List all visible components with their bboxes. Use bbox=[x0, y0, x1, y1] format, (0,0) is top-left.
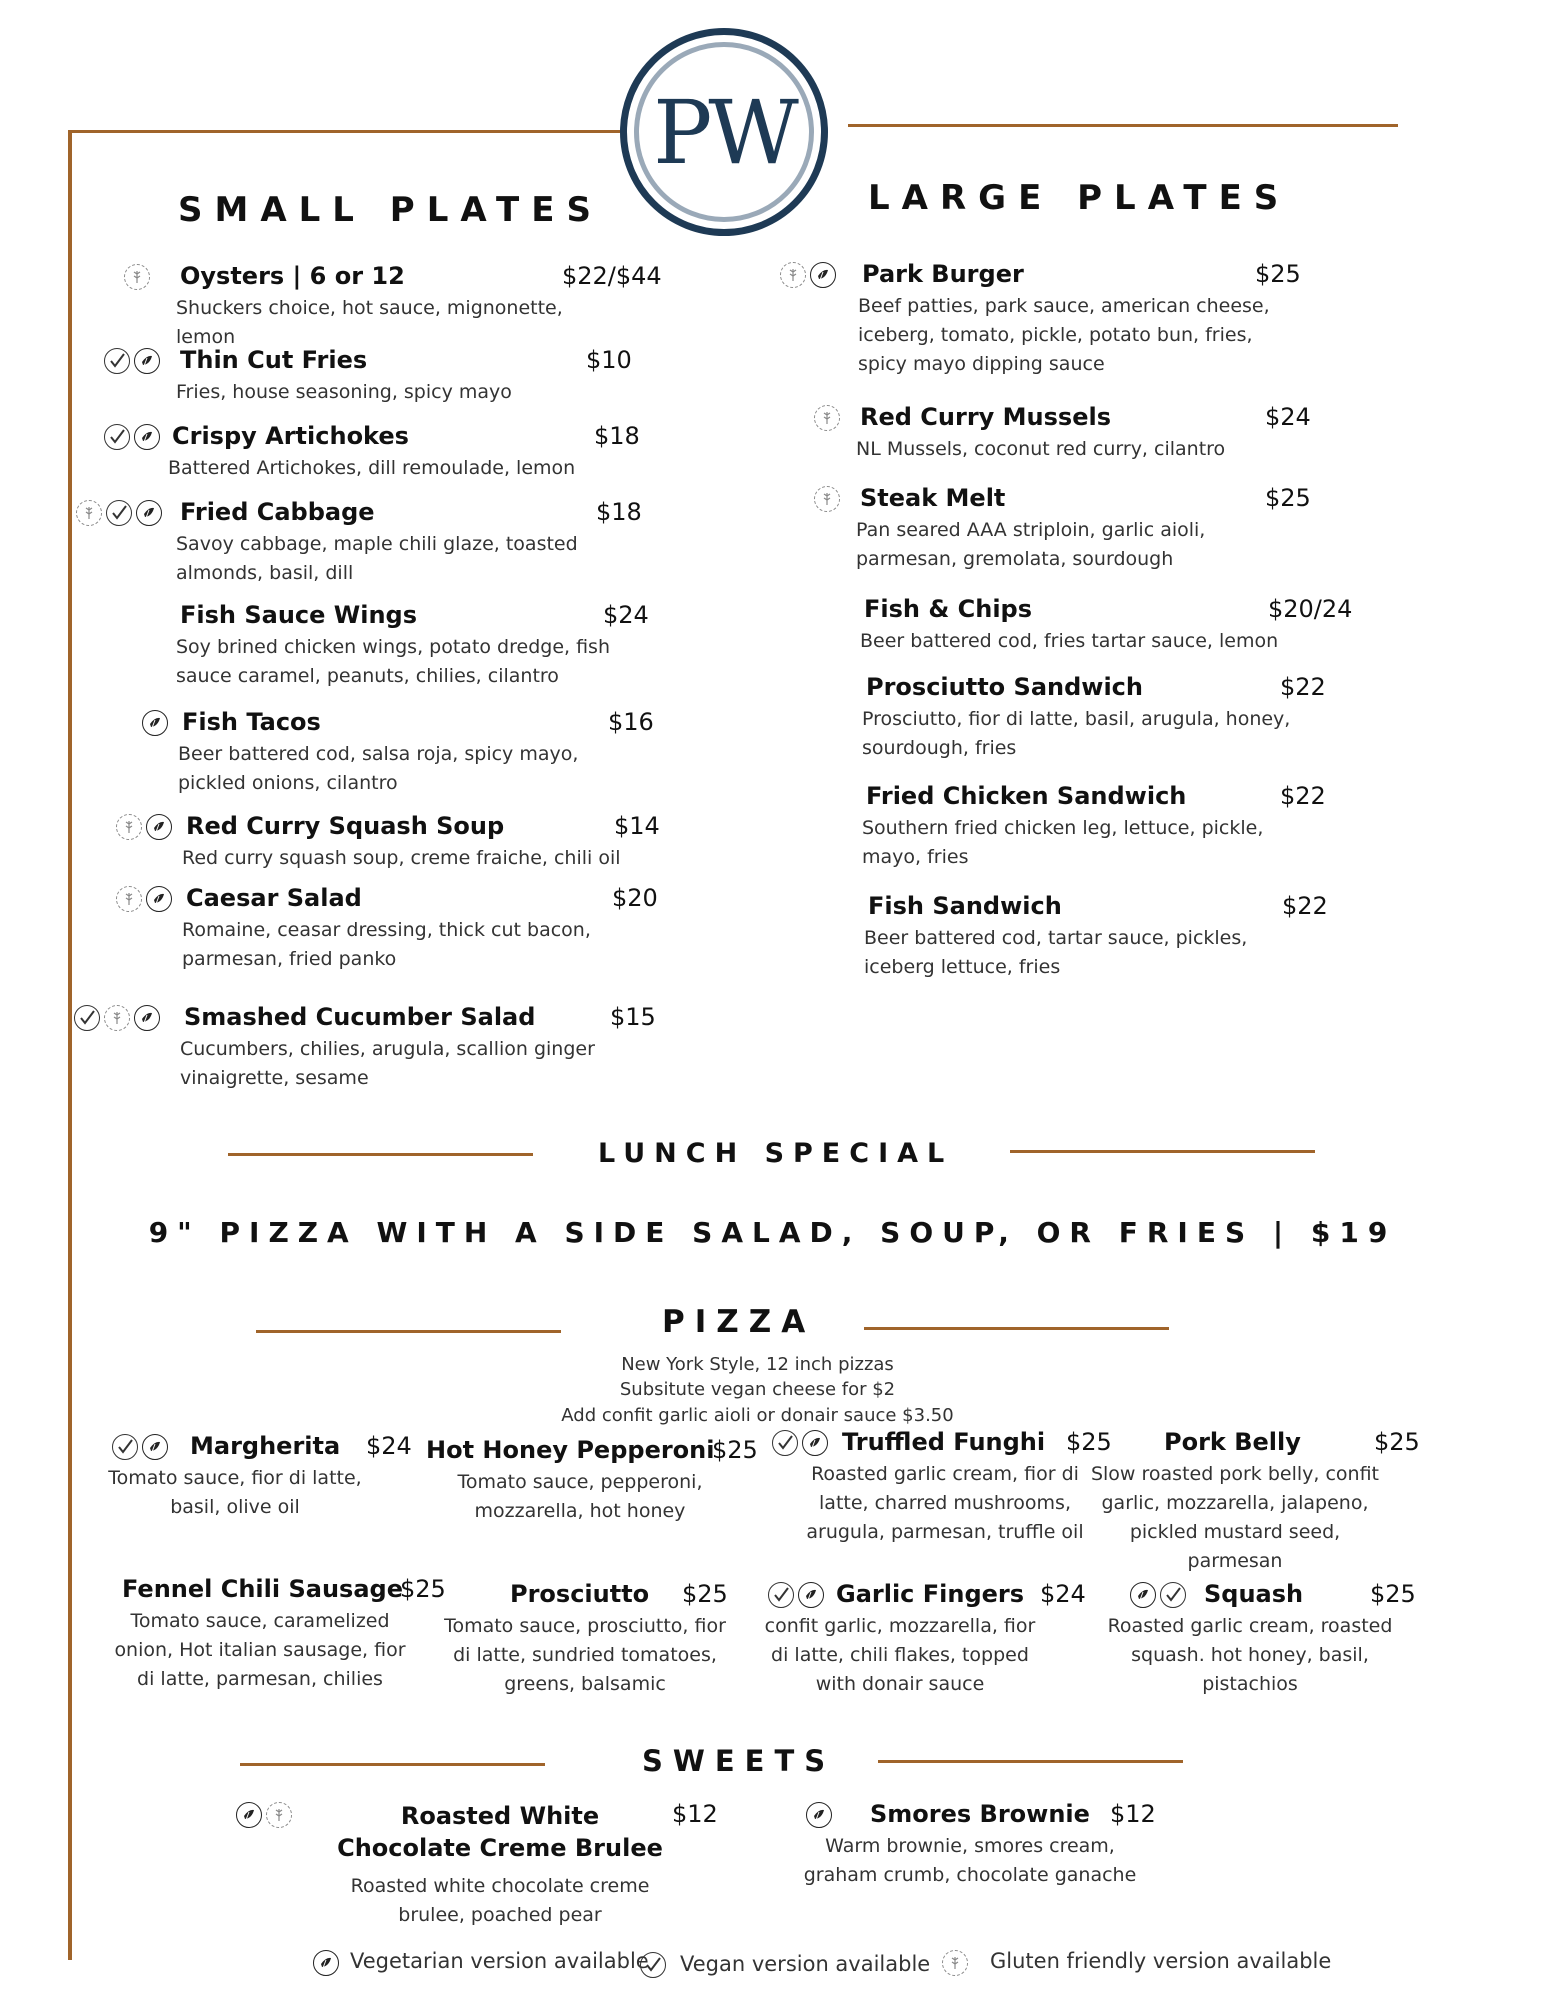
menu-item-name: Steak Melt bbox=[860, 484, 1006, 512]
diet-icons bbox=[74, 1005, 160, 1031]
menu-item-description: Pan seared AAA striploin, garlic aioli, parmesan, gremolata, sourdough bbox=[856, 519, 1206, 570]
menu-item-description: Red curry squash soup, creme fraiche, chili oil bbox=[182, 847, 621, 869]
diet-icons bbox=[142, 710, 168, 736]
vegetarian-icon bbox=[134, 348, 160, 374]
menu-item-description: Savoy cabbage, maple chili glaze, toasted almonds, basil, dill bbox=[176, 533, 578, 584]
gluten-friendly-icon bbox=[116, 886, 142, 912]
legend-veg-label: Vegetarian version available bbox=[350, 1949, 649, 1973]
diet-icons bbox=[116, 886, 172, 912]
pizza-title: PIZZA bbox=[662, 1304, 816, 1340]
lunch-rule-right bbox=[1010, 1150, 1315, 1153]
pizza-rule-right bbox=[864, 1327, 1169, 1330]
vegan-icon bbox=[768, 1582, 794, 1608]
menu-item-description: Beer battered cod, salsa roja, spicy mayo, pickled onions, cilantro bbox=[178, 743, 579, 794]
menu-item-name: Prosciutto Sandwich bbox=[866, 673, 1143, 701]
vegetarian-icon bbox=[142, 1434, 168, 1460]
menu-item-description: Tomato sauce, fior di latte, basil, olive oil bbox=[108, 1467, 362, 1518]
diet-icons bbox=[780, 262, 836, 288]
diet-icons bbox=[814, 405, 840, 431]
logo-text: PW bbox=[653, 80, 795, 184]
menu-item-price: $25 bbox=[1066, 1428, 1112, 1456]
legend-vegan-icon-wrap bbox=[640, 1952, 666, 1978]
diet-icons bbox=[76, 500, 162, 526]
left-border-rule bbox=[68, 130, 72, 1960]
menu-item-name: Caesar Salad bbox=[186, 884, 362, 912]
menu-item-price: $24 bbox=[366, 1432, 412, 1460]
large-plates-title: LARGE PLATES bbox=[868, 178, 1291, 218]
menu-item-price: $20 bbox=[612, 884, 658, 912]
legend-veg-icon-wrap bbox=[313, 1950, 339, 1976]
menu-item-name: Crispy Artichokes bbox=[172, 422, 409, 450]
menu-item-price: $25 bbox=[1265, 484, 1311, 512]
legend-gf-icon-wrap bbox=[942, 1950, 968, 1976]
gluten-friendly-icon bbox=[942, 1950, 968, 1976]
menu-item-name: Truffled Funghi bbox=[842, 1428, 1046, 1456]
top-left-rule bbox=[68, 130, 620, 133]
diet-icons bbox=[236, 1802, 292, 1828]
vegetarian-icon bbox=[136, 500, 162, 526]
vegetarian-icon bbox=[806, 1802, 832, 1828]
gluten-friendly-icon bbox=[76, 500, 102, 526]
menu-item-price: $12 bbox=[1110, 1800, 1156, 1828]
legend-gf-label: Gluten friendly version available bbox=[990, 1949, 1332, 1973]
pizza-note-2: Subsitute vegan cheese for $2 bbox=[619, 1379, 896, 1400]
menu-item-name: Margherita bbox=[190, 1432, 341, 1460]
menu-item-price: $10 bbox=[586, 346, 632, 374]
menu-item-description: Warm brownie, smores cream, graham crumb, chocolate ganache bbox=[803, 1835, 1137, 1886]
menu-item-name: Pork Belly bbox=[1164, 1428, 1301, 1456]
gluten-friendly-icon bbox=[124, 264, 150, 290]
diet-icons bbox=[112, 1434, 168, 1460]
vegan-icon bbox=[104, 348, 130, 374]
menu-item-description: Tomato sauce, prosciutto, fior di latte, sundried tomatoes, greens, balsamic bbox=[444, 1615, 726, 1695]
gluten-friendly-icon bbox=[266, 1802, 292, 1828]
menu-item-name: Red Curry Squash Soup bbox=[186, 812, 505, 840]
gluten-friendly-icon bbox=[116, 814, 142, 840]
menu-item-price: $25 bbox=[1255, 260, 1301, 288]
menu-item-name: Thin Cut Fries bbox=[180, 346, 368, 374]
menu-item-name: Squash bbox=[1204, 1580, 1304, 1608]
menu-item-name: Fish & Chips bbox=[864, 595, 1033, 623]
menu-item-description: Tomato sauce, caramelized onion, Hot italian sausage, fior di latte, parmesan, chilies bbox=[114, 1610, 406, 1690]
gluten-friendly-icon bbox=[780, 262, 806, 288]
menu-item-price: $12 bbox=[672, 1800, 718, 1828]
diet-icons bbox=[104, 424, 160, 450]
menu-item-name: Garlic Fingers bbox=[836, 1580, 1025, 1608]
vegetarian-icon bbox=[810, 262, 836, 288]
vegan-icon bbox=[1160, 1582, 1186, 1608]
menu-item-name: Park Burger bbox=[862, 260, 1024, 288]
menu-item-description: Beer battered cod, tartar sauce, pickles, iceberg lettuce, fries bbox=[864, 927, 1248, 978]
menu-item-description: Fries, house seasoning, spicy mayo bbox=[176, 381, 512, 403]
menu-item-name: Red Curry Mussels bbox=[860, 403, 1111, 431]
menu-item-description: Romaine, ceasar dressing, thick cut bacon, parmesan, fried panko bbox=[182, 919, 591, 970]
gluten-friendly-icon bbox=[814, 405, 840, 431]
vegan-icon bbox=[112, 1434, 138, 1460]
menu-item-price: $22 bbox=[1280, 673, 1326, 701]
vegan-icon bbox=[640, 1952, 666, 1978]
sweets-title: SWEETS bbox=[642, 1744, 836, 1778]
menu-item-name: Roasted White Chocolate Creme Brulee bbox=[337, 1802, 663, 1862]
lunch-special-title: LUNCH SPECIAL bbox=[598, 1138, 954, 1169]
diet-icons bbox=[814, 486, 840, 512]
menu-item-price: $22 bbox=[1282, 892, 1328, 920]
menu-item-description: Tomato sauce, pepperoni, mozzarella, hot honey bbox=[457, 1471, 703, 1522]
pizza-note-1: New York Style, 12 inch pizzas bbox=[621, 1354, 894, 1375]
menu-item-price: $22/$44 bbox=[562, 262, 662, 290]
menu-item-price: $15 bbox=[610, 1003, 656, 1031]
menu-item-price: $24 bbox=[1040, 1580, 1086, 1608]
diet-icons bbox=[806, 1802, 832, 1828]
menu-item-description: Beef patties, park sauce, american cheese, iceberg, tomato, pickle, potato bun, fries, spicy mayo dipping sauce bbox=[858, 295, 1270, 375]
pizza-rule-left bbox=[256, 1330, 561, 1333]
lunch-special-text: 9" PIZZA WITH A SIDE SALAD, SOUP, OR FRIES | $19 bbox=[148, 1216, 1397, 1249]
menu-item-price: $18 bbox=[596, 498, 642, 526]
menu-item-price: $20/24 bbox=[1268, 595, 1353, 623]
vegan-icon bbox=[772, 1430, 798, 1456]
diet-icons bbox=[104, 348, 160, 374]
diet-icons bbox=[1130, 1582, 1186, 1608]
menu-item-description: confit garlic, mozzarella, fior di latte, chili flakes, topped with donair sauce bbox=[764, 1615, 1036, 1695]
menu-item-price: $25 bbox=[712, 1436, 758, 1464]
vegan-icon bbox=[106, 500, 132, 526]
diet-icons bbox=[124, 264, 150, 290]
logo bbox=[634, 42, 814, 222]
sweets-rule-right bbox=[878, 1760, 1183, 1763]
vegan-icon bbox=[74, 1005, 100, 1031]
vegetarian-icon bbox=[313, 1950, 339, 1976]
menu-item-name: Fish Sauce Wings bbox=[180, 601, 418, 629]
menu-item-name: Prosciutto bbox=[510, 1580, 650, 1608]
menu-item-name: Smores Brownie bbox=[870, 1800, 1090, 1828]
lunch-rule-left bbox=[228, 1153, 533, 1156]
menu-item-price: $18 bbox=[594, 422, 640, 450]
menu-item-name: Hot Honey Pepperoni bbox=[426, 1436, 715, 1464]
menu-item-description: Roasted garlic cream, roasted squash. hot honey, basil, pistachios bbox=[1107, 1615, 1393, 1695]
menu-item-price: $25 bbox=[400, 1575, 446, 1603]
vegetarian-icon bbox=[236, 1802, 262, 1828]
vegetarian-icon bbox=[146, 814, 172, 840]
menu-item-name: Fennel Chili Sausage bbox=[122, 1575, 403, 1603]
diet-icons bbox=[116, 814, 172, 840]
small-plates-title: SMALL PLATES bbox=[178, 190, 603, 230]
menu-item-price: $25 bbox=[1374, 1428, 1420, 1456]
menu-item-name: Fried Cabbage bbox=[180, 498, 375, 526]
menu-item-description: Shuckers choice, hot sauce, mignonette, lemon bbox=[176, 297, 563, 348]
menu-item-name: Fried Chicken Sandwich bbox=[866, 782, 1187, 810]
vegetarian-icon bbox=[146, 886, 172, 912]
vegetarian-icon bbox=[798, 1582, 824, 1608]
menu-item-description: Battered Artichokes, dill remoulade, lemon bbox=[168, 457, 576, 479]
menu-item-description: Beer battered cod, fries tartar sauce, lemon bbox=[860, 630, 1279, 652]
top-right-rule bbox=[848, 124, 1398, 127]
menu-item-description: NL Mussels, coconut red curry, cilantro bbox=[856, 438, 1226, 460]
vegetarian-icon bbox=[1130, 1582, 1156, 1608]
menu-item-price: $14 bbox=[614, 812, 660, 840]
gluten-friendly-icon bbox=[104, 1005, 130, 1031]
vegetarian-icon bbox=[134, 1005, 160, 1031]
menu-item-description: Soy brined chicken wings, potato dredge, fish sauce caramel, peanuts, chilies, cilantro bbox=[176, 636, 610, 687]
vegetarian-icon bbox=[134, 424, 160, 450]
vegan-icon bbox=[104, 424, 130, 450]
legend-vegan-label: Vegan version available bbox=[680, 1952, 931, 1976]
menu-item-price: $24 bbox=[1265, 403, 1311, 431]
diet-icons bbox=[772, 1430, 828, 1456]
menu-item-description: Prosciutto, fior di latte, basil, arugula, honey, sourdough, fries bbox=[862, 708, 1291, 759]
menu-item-name: Oysters | 6 or 12 bbox=[180, 262, 405, 290]
diet-icons bbox=[768, 1582, 824, 1608]
vegetarian-icon bbox=[802, 1430, 828, 1456]
menu-item-name: Fish Sandwich bbox=[868, 892, 1062, 920]
vegetarian-icon bbox=[142, 710, 168, 736]
menu-item-description: Roasted garlic cream, fior di latte, charred mushrooms, arugula, parmesan, truffle oil bbox=[806, 1463, 1084, 1543]
menu-item-name: Smashed Cucumber Salad bbox=[184, 1003, 536, 1031]
menu-item-description: Cucumbers, chilies, arugula, scallion ginger vinaigrette, sesame bbox=[180, 1038, 595, 1089]
menu-item-price: $25 bbox=[1370, 1580, 1416, 1608]
menu-item-name: Fish Tacos bbox=[182, 708, 321, 736]
menu-item-description: Southern fried chicken leg, lettuce, pickle, mayo, fries bbox=[862, 817, 1264, 868]
sweets-rule-left bbox=[240, 1763, 545, 1766]
menu-item-price: $24 bbox=[603, 601, 649, 629]
menu-item-description: Roasted white chocolate creme brulee, poached pear bbox=[350, 1875, 650, 1926]
menu-item-description: Slow roasted pork belly, confit garlic, mozzarella, jalapeno, pickled mustard seed, parmesan bbox=[1090, 1463, 1380, 1572]
menu-item-price: $16 bbox=[608, 708, 654, 736]
pizza-note-3: Add confit garlic aioli or donair sauce $3.50 bbox=[561, 1405, 954, 1426]
gluten-friendly-icon bbox=[814, 486, 840, 512]
menu-item-price: $22 bbox=[1280, 782, 1326, 810]
menu-item-price: $25 bbox=[682, 1580, 728, 1608]
